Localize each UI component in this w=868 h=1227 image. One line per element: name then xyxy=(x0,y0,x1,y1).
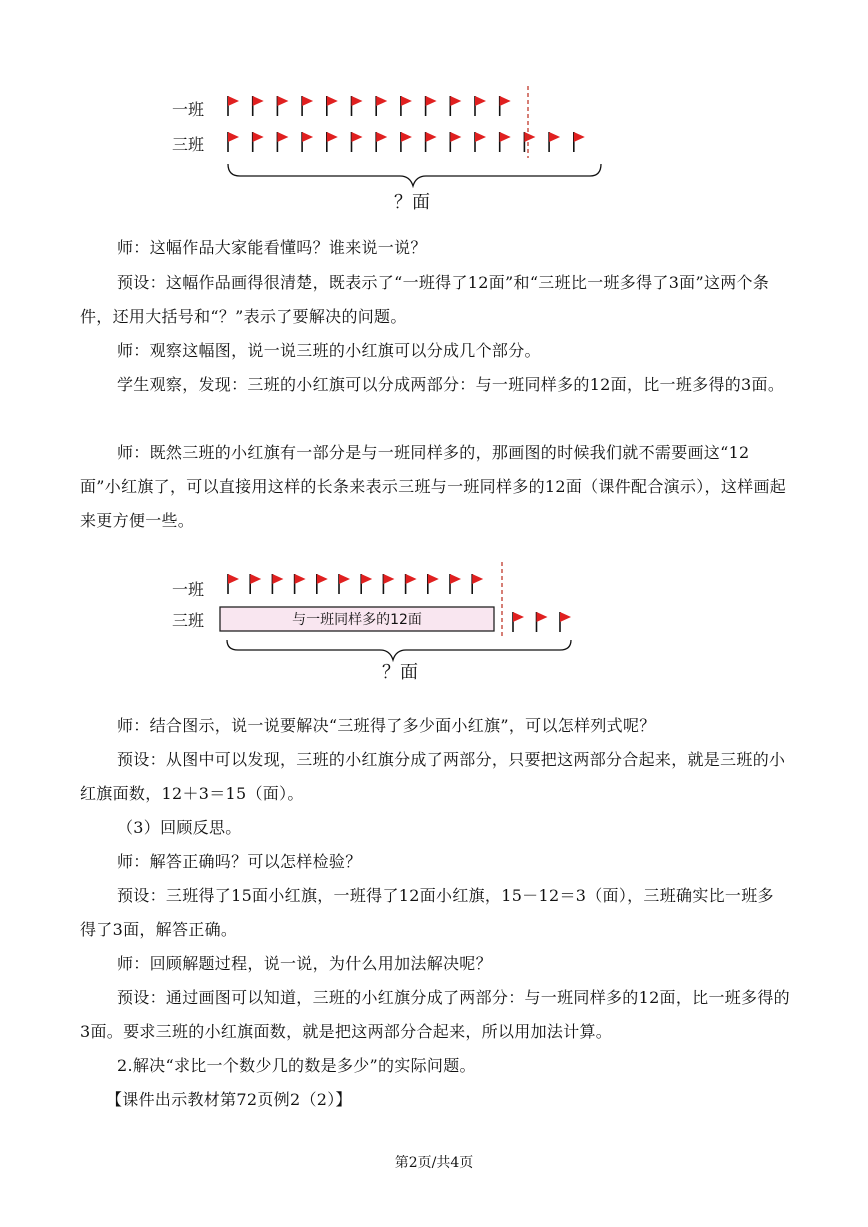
fig2-row1-flags xyxy=(228,574,483,594)
fig2-row1-flag-11 xyxy=(450,574,461,594)
fig1-question-label: ？面 xyxy=(394,192,430,213)
paragraph-9: 师：解答正确吗？可以怎样检验？ xyxy=(117,852,362,871)
fig2-row2-label: 三班 xyxy=(172,611,205,630)
fig1-row1-flag-3 xyxy=(277,96,288,116)
fig1-row2-label: 三班 xyxy=(172,135,205,154)
fig1-row1-flag-4 xyxy=(302,96,313,116)
fig1-row1-flag-12 xyxy=(500,96,511,116)
fig2-row1-label: 一班 xyxy=(172,580,205,599)
fig1-row1-flags xyxy=(228,96,511,116)
fig2-row1-flag-6 xyxy=(339,574,350,594)
fig2-row1-flag-1 xyxy=(228,574,239,594)
fig1-row1-flag-2 xyxy=(253,96,264,116)
fig1-row2-flag-9 xyxy=(426,132,437,152)
fig1-row2-flag-15 xyxy=(574,132,585,152)
fig1-row2-flag-11 xyxy=(475,132,486,152)
fig2-row1-flag-7 xyxy=(361,574,372,594)
fig1-row1-label: 一班 xyxy=(172,100,205,119)
paragraph-12: 预设：通过画图可以知道，三班的小红旗分成了两部分：与一班同样多的12面，比一班多得的3面。要求三班的小红旗面数，就是把这两部分合起来，所以用加法计算。 xyxy=(80,988,790,1041)
paragraph-3: 师：观察这幅图，说一说三班的小红旗可以分成几个部分。 xyxy=(117,341,541,360)
fig2-extra-flag-1 xyxy=(513,612,524,632)
paragraph-14: 【课件出示教材第72页例2（2）】 xyxy=(106,1090,352,1109)
page-footer: 第2页/共4页 xyxy=(394,1155,474,1171)
fig2-brace xyxy=(227,640,571,660)
fig2-row1-flag-12 xyxy=(472,574,483,594)
fig1-row2-flag-5 xyxy=(327,132,338,152)
fig2-row1-flag-9 xyxy=(406,574,417,594)
paragraph-10: 预设：三班得了15面小红旗，一班得了12面小红旗，15－12＝3（面），三班确实比一班多得了3面，解答正确。 xyxy=(80,886,774,939)
fig2-row1-flag-10 xyxy=(428,574,439,594)
fig2-row1-flag-3 xyxy=(272,574,283,594)
fig1-row1-flag-1 xyxy=(228,96,239,116)
paragraph-11: 师：回顾解题过程，说一说，为什么用加法解决呢？ xyxy=(117,954,492,973)
fig1-brace xyxy=(228,164,601,186)
fig1-row2-flag-8 xyxy=(401,132,412,152)
fig1-row2-flags xyxy=(228,132,585,152)
flag-diagram-2 xyxy=(0,560,868,690)
fig1-row2-flag-14 xyxy=(549,132,560,152)
fig2-row1-flag-8 xyxy=(383,574,394,594)
paragraph-7: 预设：从图中可以发现，三班的小红旗分成了两部分，只要把这两部分合起来，就是三班的小红旗面数，12＋3＝15（面）。 xyxy=(80,750,786,803)
fig1-row1-flag-8 xyxy=(401,96,412,116)
fig1-row2-flag-13 xyxy=(524,132,535,152)
fig1-row1-flag-7 xyxy=(376,96,387,116)
fig2-bar-text: 与一班同样多的12面 xyxy=(292,612,422,628)
paragraph-13: 2.解决“求比一个数少几的数是多少”的实际问题。 xyxy=(117,1056,476,1075)
fig1-row2-flag-6 xyxy=(352,132,363,152)
flag-diagram-1 xyxy=(0,80,868,215)
fig1-row1-flag-9 xyxy=(426,96,437,116)
fig2-extra-flag-3 xyxy=(560,612,571,632)
fig2-row1-flag-4 xyxy=(295,574,306,594)
fig1-row1-flag-5 xyxy=(327,96,338,116)
paragraph-6: 师：结合图示，说一说要解决“三班得了多少面小红旗”，可以怎样列式呢？ xyxy=(117,716,656,735)
fig2-extra-flags xyxy=(513,612,571,632)
figure-flags-1 xyxy=(0,80,868,215)
fig1-row1-flag-11 xyxy=(475,96,486,116)
fig2-extra-flag-2 xyxy=(537,612,548,632)
paragraph-2: 预设：这幅作品画得很清楚，既表示了“一班得了12面”和“三班比一班多得了3面”这两个条件，还用大括号和“？”表示了要解决的问题。 xyxy=(80,273,770,326)
figure-flags-2 xyxy=(0,560,868,690)
fig1-row1-flag-10 xyxy=(450,96,461,116)
paragraph-4: 学生观察，发现：三班的小红旗可以分成两部分：与一班同样多的12面，比一班多得的3面。 xyxy=(117,375,785,394)
fig1-row1-flag-6 xyxy=(352,96,363,116)
fig2-row1-flag-2 xyxy=(250,574,261,594)
paragraph-1: 师：这幅作品大家能看懂吗？谁来说一说？ xyxy=(117,238,427,257)
paragraph-5: 师：既然三班的小红旗有一部分是与一班同样多的，那画图的时候我们就不需要画这“12面”小红旗了，可以直接用这样的长条来表示三班与一班同样多的12面（课件配合演示），这样画起来更方便一些。 xyxy=(80,443,787,530)
fig2-row1-flag-5 xyxy=(317,574,328,594)
fig2-question-label: ？面 xyxy=(382,662,418,683)
fig1-row2-flag-1 xyxy=(228,132,239,152)
fig1-row2-flag-7 xyxy=(376,132,387,152)
fig1-row2-flag-2 xyxy=(253,132,264,152)
fig1-row2-flag-4 xyxy=(302,132,313,152)
fig1-row2-flag-12 xyxy=(500,132,511,152)
fig1-row2-flag-10 xyxy=(450,132,461,152)
paragraph-8: （3）回顾反思。 xyxy=(117,818,242,837)
fig1-row2-flag-3 xyxy=(277,132,288,152)
